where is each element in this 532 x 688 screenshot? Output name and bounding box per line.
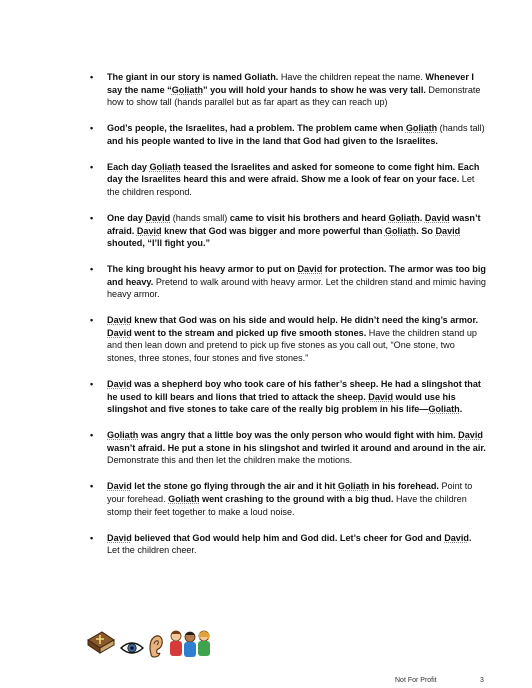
bullet-marker: • xyxy=(90,161,94,172)
bold-text: One day xyxy=(107,212,146,223)
character-name: David xyxy=(107,379,132,390)
bold-text: for protection. The armor was too big and heavy. xyxy=(107,264,486,287)
bullet-item xyxy=(86,532,486,557)
bold-text: believed that God would help him and God did. Let’s cheer for God and xyxy=(131,532,445,543)
eye-icon xyxy=(120,638,144,658)
children-group-icon xyxy=(168,628,212,658)
character-name: David xyxy=(458,430,483,441)
bold-text: teased the Israelites and asked for someone to come fight him. Each day the Israelites heard this and were afraid. Show me a look of fear on your face. xyxy=(107,161,480,185)
character-name: David xyxy=(424,212,450,223)
bold-text: wasn’t afraid. xyxy=(107,212,481,236)
character-name: David xyxy=(435,225,461,236)
bold-text: Each day xyxy=(107,161,150,172)
instruction-text: Have the children stomp their feet together to make a loud noise. xyxy=(107,493,467,517)
character-name: Goliath xyxy=(171,84,204,95)
bullet-marker: • xyxy=(90,379,94,390)
bold-text: . So xyxy=(416,225,436,236)
instruction-text: (hands small) xyxy=(170,212,230,223)
character-name: David xyxy=(107,327,132,338)
instruction-text: Pretend to walk around with heavy armor. Let the children stand and mimic having heavy armor. xyxy=(107,276,486,300)
bold-text: was angry that a little boy was the only person who would fight with him. xyxy=(138,430,459,441)
bold-text: . xyxy=(468,532,472,543)
instruction-text: Point to your forehead. xyxy=(107,481,473,504)
character-name: David xyxy=(444,532,469,543)
bullet-item xyxy=(86,314,486,364)
not-for-profit-label: Not For Profit xyxy=(395,677,437,684)
bullet-marker: • xyxy=(90,123,94,134)
character-name: David xyxy=(107,315,132,326)
character-name: David xyxy=(107,532,132,543)
bullet-item xyxy=(86,480,486,518)
bold-text: Whenever I say the name “ xyxy=(107,72,474,95)
character-name: Goliath xyxy=(107,430,139,441)
bullet-marker: • xyxy=(90,430,94,441)
bold-text: and his people wanted to live in the land that God had given to the Israelites. xyxy=(107,135,438,146)
bold-text: was a shepherd boy who took care of his father’s sheep. He had a slingshot that he used to kill bears and lions that tried to attack the sheep. xyxy=(107,379,481,402)
bold-text: in his forehead. xyxy=(369,481,439,492)
bold-text: would use his slingshot and five stones to take care of the really big problem in his life— xyxy=(107,391,456,415)
bold-text: . xyxy=(459,404,463,415)
bold-text: The giant in our story is named Goliath. xyxy=(107,72,279,82)
bullet-marker: • xyxy=(90,315,94,326)
character-name: Goliath xyxy=(384,225,417,236)
ear-icon xyxy=(148,634,164,658)
bold-text: knew that God was on his side and would help. He didn’t need the king’s armor. xyxy=(131,315,479,326)
bullet-item xyxy=(86,161,486,199)
instruction-text: Demonstrate how to show tall (hands parallel but as far apart as they can reach up) xyxy=(107,84,481,108)
bold-text: knew that God was bigger and more powerful than xyxy=(161,225,385,236)
activity-icons xyxy=(86,608,212,658)
bullet-marker: • xyxy=(90,212,94,223)
character-name: Goliath xyxy=(168,493,200,504)
bible-icon xyxy=(86,626,116,658)
character-name: Goliath xyxy=(388,212,420,223)
bold-text: let the stone go flying through the air and it hit xyxy=(131,481,338,492)
bullet-item xyxy=(86,378,486,416)
character-name: Goliath xyxy=(405,123,438,134)
bold-text: The king brought his heavy armor to put on xyxy=(107,264,298,275)
instruction-text: Have the children stand up and then lean down and pretend to pick up five stones as you call out, “One stone, two stones, three stones, four stones and five stones.” xyxy=(107,327,477,364)
bold-text: wasn’t afraid. He put a stone in his slingshot and twirled it around and around in the air. xyxy=(107,442,486,453)
bullet-marker: • xyxy=(90,532,94,543)
bullet-item xyxy=(86,122,486,147)
bold-text: went crashing to the ground with a big thud. xyxy=(199,493,394,504)
character-name: Goliath xyxy=(428,404,460,415)
bold-text: . xyxy=(419,212,425,223)
instruction-text: (hands tall) xyxy=(437,123,485,134)
bullet-item xyxy=(86,212,486,250)
character-name: David xyxy=(368,391,394,402)
character-name: David xyxy=(145,212,171,223)
instruction-text: Let the children respond. xyxy=(107,174,475,197)
instruction-text: Demonstrate this and then let the children make the motions. xyxy=(107,455,353,466)
bold-text: shouted, “I’ll fight you.” xyxy=(107,238,211,249)
story-bullet-list xyxy=(86,71,486,570)
bold-text: went to the stream and picked up five smooth stones. xyxy=(131,327,367,338)
character-name: David xyxy=(136,225,162,236)
character-name: Goliath xyxy=(337,481,370,492)
character-name: David xyxy=(297,264,323,275)
bullet-marker: • xyxy=(90,481,94,492)
bold-text: ” you will hold your hands to show he was very tall. xyxy=(203,84,426,95)
instruction-text: Have the children repeat the name. xyxy=(278,72,426,82)
bold-text: God’s people, the Israelites, had a problem. The problem came when xyxy=(107,123,406,134)
character-name: David xyxy=(107,481,132,492)
bullet-item xyxy=(86,71,486,109)
instruction-text: Let the children cheer. xyxy=(107,545,197,556)
page-number: 3 xyxy=(480,677,484,684)
bullet-marker: • xyxy=(90,72,94,82)
bold-text: came to visit his brothers and heard xyxy=(229,212,389,223)
bullet-item xyxy=(86,429,486,467)
character-name: Goliath xyxy=(149,161,181,172)
bullet-marker: • xyxy=(90,264,94,275)
bullet-item xyxy=(86,263,486,301)
